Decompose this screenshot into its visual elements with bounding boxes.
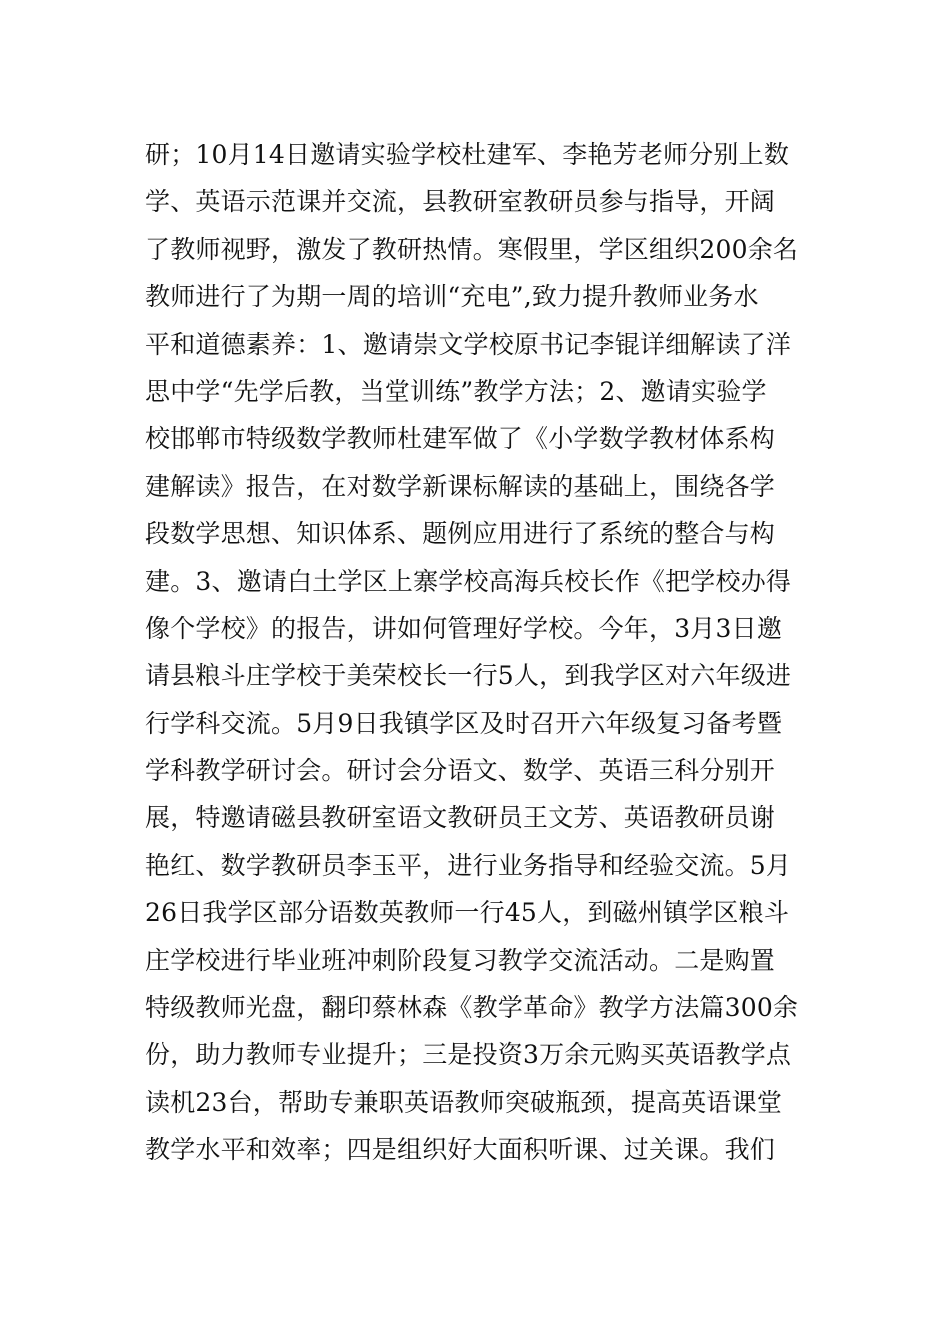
text-line: 了教师视野，激发了教研热情。寒假里，学区组织200余名 — [145, 234, 799, 264]
text-line: 26日我学区部分语数英教师一行45人，到磁州镇学区粮斗 — [145, 898, 790, 928]
text-line: 教学水平和效率；四是组织好大面积听课、过关课。我们 — [145, 1135, 776, 1165]
text-line: 展，特邀请磁县教研室语文教研员王文芳、英语教研员谢 — [145, 803, 776, 833]
text-line: 特级教师光盘，翻印蔡林森《教学革命》教学方法篇300余 — [145, 993, 799, 1023]
text-line: 像个学校》的报告，讲如何管理好学校。今年，3月3日邀 — [145, 613, 783, 643]
text-line: 行学科交流。5月9日我镇学区及时召开六年级复习备考暨 — [145, 708, 783, 738]
text-line: 段数学思想、知识体系、题例应用进行了系统的整合与构 — [145, 519, 776, 549]
text-line: 平和道德素养：1、邀请崇文学校原书记李锟详细解读了洋 — [145, 329, 792, 359]
text-line: 研；10月14日邀请实验学校杜建军、李艳芳老师分别上数 — [145, 140, 790, 169]
body-text — [145, 131, 825, 1174]
text-line: 建解读》报告，在对数学新课标解读的基础上，围绕各学 — [145, 471, 776, 501]
text-line: 请县粮斗庄学校于美荣校长一行5人，到我学区对六年级进 — [145, 661, 792, 691]
text-line: 份，助力教师专业提升；三是投资3万余元购买英语教学点 — [145, 1040, 792, 1070]
text-line: 读机23台，帮助专兼职英语教师突破瓶颈，提高英语课堂 — [145, 1087, 783, 1117]
text-line: 教师进行了为期一周的培训“充电”,致力提升教师业务水 — [145, 282, 759, 312]
text-line: 校邯郸市特级数学教师杜建军做了《小学数学教材体系构 — [145, 424, 776, 454]
text-line: 学、英语示范课并交流，县教研室教研员参与指导，开阔 — [145, 187, 776, 217]
text-line: 艳红、数学教研员李玉平，进行业务指导和经验交流。5月 — [145, 850, 792, 880]
text-line: 建。3、邀请白土学区上寨学校高海兵校长作《把学校办得 — [145, 566, 792, 596]
text-line: 思中学“先学后教，当堂训练”教学方法；2、邀请实验学 — [145, 376, 767, 406]
text-line: 庄学校进行毕业班冲刺阶段复习教学交流活动。二是购置 — [145, 945, 776, 975]
text-line: 学科教学研讨会。研讨会分语文、数学、英语三科分别开 — [145, 756, 776, 786]
